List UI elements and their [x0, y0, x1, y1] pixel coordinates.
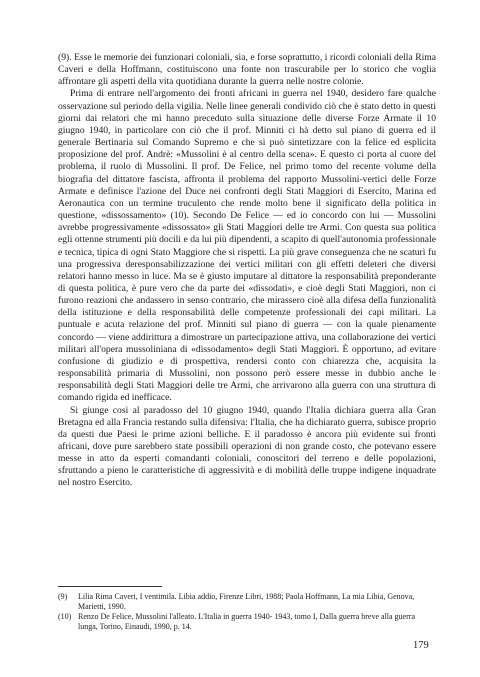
footnote-text: Renzo De Felice, Mussolini l'alleato. L'Italia in guerra 1940- 1943, tomo I, Dalla guerra breve alla guerra lunga, Torino, Einaudi, 1990, p. 14.	[78, 612, 415, 631]
footnote-number: (10)	[58, 612, 72, 621]
footnote	[58, 592, 436, 612]
paragraph: Prima di entrare nell'argomento dei fronti africani in guerra nel 1940, desidero fare qualche osservazione sul periodo della vigilia. Nelle linee generali condivido ciò che è stato detto in questi giorni dai relatori che mi hanno preceduto sulla situazione delle diverse Forze Armate il 10 giugno 1940, in particolare con ciò che il prof. Minniti ci hà detto sul piano di guerra ed il generale Bertinaria sul Comando Supremo e che si può sintetizzare con la felice ed esplicita proposizione del prof. Andrè: «Mussolini è al centro della scena». E questo ci porta al cuore del problema, il ruolo di Mussolini. Il prof. De Felice, nel primo tomo del recente volume della biografia del dittatore fascista, affronta il problema del rapporto Mussolini-vertici delle Forze Armate e definisce l'azione del Duce nei confronti degli Stati Maggiori di Esercito, Marina ed Aeronautica con un termine truculento che rende molto bene il significato della politica in questione, «dissossamento» (10). Secondo De Felice — ed io concordo con lui — Mussolini avrebbe progressivamente «dissossato» gli Stati Maggiori delle tre Armi. Con questa sua politica egli ottenne strumenti più docili e da lui più dipendenti, a scapito di quell'autonomia professionale e tecnica, tipica di ogni Stato Maggiore che si rispetti. La più grave conseguenza che ne scaturì fu una progressiva deresponsabilizzazione dei vertici militari con gli effetti deleteri che diversi relatori hanno messo in luce. Ma se è giusto imputare al dittatore la responsabilità preponderante di questa politica, è pure vero che da parte dei «dissodati», e cioè degli Stati Maggiori, non ci furono reazioni che andassero in senso contrario, che mirassero cioè alla difesa della funzionalità della istituzione e della responsabilità delle competenze professionali dei capi militari. La puntuale e acuta relazione del prof. Minniti sul piano di guerra — con la quale pienamente concordo — viene addirittura a dimostrare un partecipazione attiva, una collaborazione dei vertici militari all'opera mussoliniana di «dissodamento» degli Stati Maggiori. È opportuno, ad evitare confusione di giudizio e di prospettiva, rendersi conto con chiarezza che, acquisita la responsabilità primaria di Mussolini, non possono però essere messe in dubbio anche le responsabilità degli Stati Maggiori delle tre Armi, che arrivarono alla guerra con una struttura di comando rigida ed inefficace.	[58, 88, 436, 404]
main-text	[58, 52, 436, 490]
footnote-number: (9)	[58, 592, 68, 601]
paragraph: (9). Esse le memorie dei funzionari coloniali, sia, e forse soprattutto, i ricordi coloniali della Rima Caveri e della Hoffmann, costituiscono una fonte non trascurabile per lo storico che voglia affrontare gli aspetti della vita quotidiana durante la guerra nelle nostre colonie.	[58, 52, 436, 88]
footnote-text: Lilia Rima Caveri, I ventimila. Libia addio, Firenze Libri, 1988; Paola Hoffmann, La mia Libia, Genova, Marietti, 1990.	[78, 592, 415, 611]
footnote	[58, 612, 436, 632]
footnote-divider	[58, 586, 162, 587]
paragraph: Si giunge così al paradosso del 10 giugno 1940, quando l'Italia dichiara guerra alla Gran Bretagna ed alla Francia restando sulla difensiva: l'Italia, che ha dichiarato guerra, subisce proprio da questi due Paesi le prime azioni belliche. E il paradosso è ancora più evidente sui fronti africani, dove pure sarebbero state possibili operazioni di non grande costo, che potevano essere messe in atto da esperti comandanti coloniali, conoscitori del terreno e delle popolazioni, sfruttando a pieno le caratteristiche di aggressività e di mobilità delle truppe indigene inquadrate nel nostro Esercito.	[58, 404, 436, 489]
page-number: 179	[413, 640, 429, 651]
footnotes	[58, 592, 436, 632]
